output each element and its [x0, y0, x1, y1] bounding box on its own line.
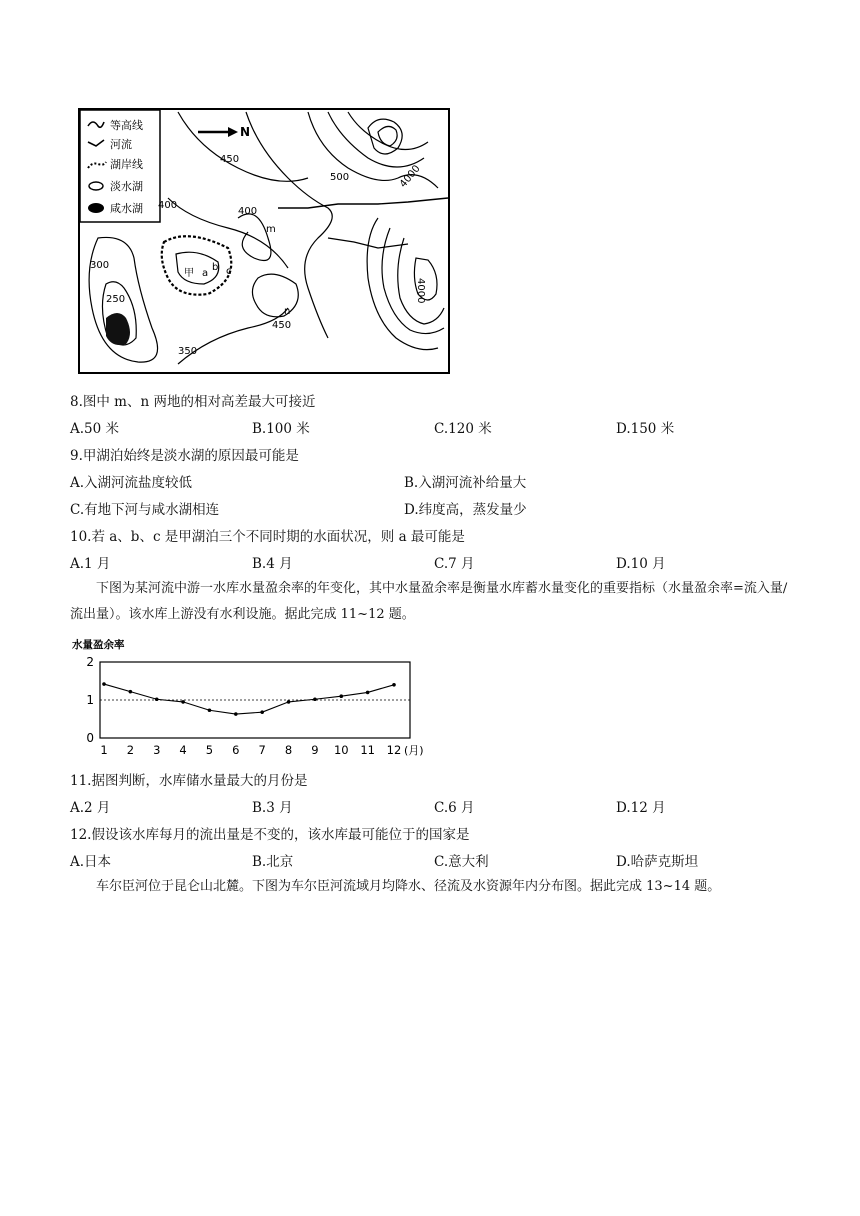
y-tick-label: 1: [86, 693, 94, 707]
q12-option-d[interactable]: D.哈萨克斯坦: [616, 854, 699, 870]
contour-map: [78, 108, 450, 374]
q9-option-c[interactable]: C.有地下河与咸水湖相连: [70, 502, 220, 518]
contour-label: 450: [220, 154, 240, 165]
legend-label: 淡水湖: [110, 180, 143, 193]
north-label: N: [240, 125, 251, 139]
data-point: [234, 712, 238, 716]
x-tick-label: 4: [179, 743, 187, 757]
data-point: [392, 683, 396, 687]
q11-stem: 11.据图判断，水库储水量最大的月份是: [70, 773, 308, 789]
contour-label: 250: [106, 294, 126, 305]
data-point: [260, 710, 264, 714]
contour-label: a: [202, 268, 209, 279]
q10-stem: 10.若 a、b、c 是甲湖泊三个不同时期的水面状况，则 a 最可能是: [70, 529, 465, 545]
saltwater-lake-icon: [88, 203, 104, 213]
contour-label: 4000: [415, 278, 426, 304]
q12-option-c[interactable]: C.意大利: [434, 854, 489, 870]
contour-label: 400: [158, 200, 178, 211]
x-tick-label: 5: [205, 743, 214, 757]
q11-option-b[interactable]: B.3 月: [252, 800, 293, 816]
legend-label: 湖岸线: [110, 158, 143, 171]
q11-option-d[interactable]: D.12 月: [616, 800, 666, 816]
x-tick-label: 6: [232, 743, 240, 757]
data-point: [181, 700, 185, 704]
y-axis-label: 水量盈余率: [72, 639, 125, 651]
legend-label: 咸水湖: [110, 202, 143, 215]
q10-option-d[interactable]: D.10 月: [616, 556, 666, 572]
x-tick-label: 8: [284, 743, 293, 757]
y-tick-label: 2: [86, 655, 94, 669]
x-axis-label: (月): [404, 744, 424, 757]
contour-label: 500: [330, 172, 350, 183]
x-tick-label: 2: [126, 743, 135, 757]
q9-option-b[interactable]: B.入湖河流补给量大: [404, 475, 527, 491]
q9-stem: 9.甲湖泊始终是淡水湖的原因最可能是: [70, 448, 299, 464]
q8-option-b[interactable]: B.100 米: [252, 421, 310, 437]
contour-label: 350: [178, 346, 198, 357]
freshwater-lake-icon: [89, 182, 103, 190]
q12-stem: 12.假设该水库每月的流出量是不变的，该水库最可能位于的国家是: [70, 827, 470, 843]
contour-label: 400: [238, 206, 258, 217]
x-tick-label: 7: [258, 743, 266, 757]
q9-option-a[interactable]: A.入湖河流盐度较低: [70, 475, 193, 491]
contour-label: b: [212, 262, 219, 273]
q9-option-d[interactable]: D.纬度高，蒸发量少: [404, 502, 527, 518]
contour-label: 4000: [397, 163, 423, 190]
contour-label: 300: [90, 260, 110, 271]
q11-option-a[interactable]: A.2 月: [70, 800, 111, 816]
contour-label: 450: [272, 320, 292, 331]
x-tick-label: 3: [153, 743, 161, 757]
q8-option-a[interactable]: A.50 米: [70, 421, 120, 437]
x-tick-label: 12: [386, 743, 402, 757]
plot-frame: [100, 662, 410, 738]
q11-option-c[interactable]: C.6 月: [434, 800, 475, 816]
contour-label: m: [266, 224, 276, 235]
x-tick-label: 10: [333, 743, 349, 757]
intro-paragraph-11-12: 下图为某河流中游一水库水量盈余率的年变化，其中水量盈余率是衡量水库蓄水量变化的重要指标（水量盈余率=流入量/流出量）。该水库上游没有水利设施。据此完成 11~12 题。: [70, 581, 788, 622]
data-point: [102, 682, 106, 686]
y-tick-label: 0: [86, 731, 94, 745]
data-point: [366, 691, 370, 695]
q8-stem: 8.图中 m、n 两地的相对高差最大可接近: [70, 394, 316, 410]
x-tick-label: 11: [360, 743, 375, 757]
data-point: [313, 697, 317, 701]
contour-label: c: [226, 266, 232, 277]
data-point: [155, 697, 159, 701]
q8-option-c[interactable]: C.120 米: [434, 421, 492, 437]
data-point: [339, 694, 343, 698]
intro-paragraph-13-14: 车尔臣河位于昆仑山北麓。下图为车尔臣河流域月均降水、径流及水资源年内分布图。据此完成 13~14 题。: [96, 879, 721, 894]
q10-option-b[interactable]: B.4 月: [252, 556, 293, 572]
surplus-rate-chart: [72, 636, 432, 760]
legend-label: 等高线: [110, 119, 143, 132]
series-line: [104, 684, 394, 714]
contour-label: 甲: [184, 268, 194, 279]
data-point: [287, 700, 291, 704]
q12-option-b[interactable]: B.北京: [252, 854, 294, 870]
q12-option-a[interactable]: A.日本: [70, 854, 112, 870]
q10-option-c[interactable]: C.7 月: [434, 556, 475, 572]
legend-label: 河流: [110, 138, 132, 151]
q8-option-d[interactable]: D.150 米: [616, 421, 675, 437]
q10-option-a[interactable]: A.1 月: [70, 556, 111, 572]
contour-label: n: [284, 306, 291, 317]
data-point: [208, 708, 212, 712]
x-tick-label: 1: [100, 743, 108, 757]
x-tick-label: 9: [311, 743, 319, 757]
data-point: [129, 690, 133, 694]
